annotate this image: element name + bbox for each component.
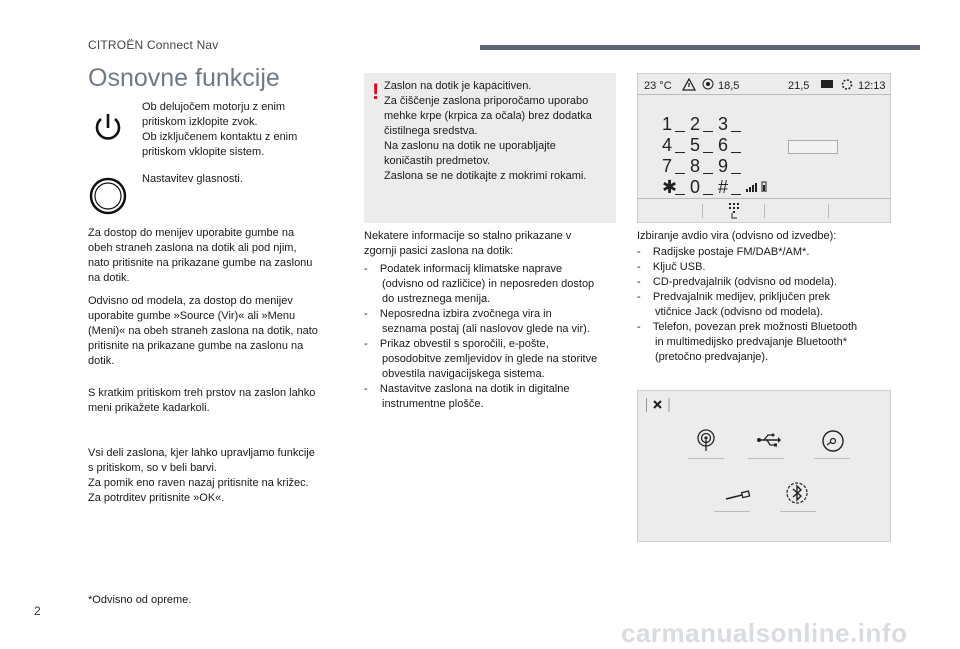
paragraph-three-fingers: S kratkim pritiskom treh prstov na zaslon lahko meni prikažete kadarkoli.: [88, 387, 316, 414]
banner-info-list: [364, 262, 626, 412]
key-hash[interactable]: #: [718, 177, 744, 198]
keypad-grid-icon[interactable]: [728, 202, 742, 220]
key-2[interactable]: 2: [690, 114, 716, 135]
divider: [638, 198, 890, 199]
power-description: Ob delujočem motorju z enim pritiskom izklopite zvok. Ob izključenem kontaktu z enim pritiskom vklopite sistem.: [142, 101, 298, 158]
list-item: - Prikaz obvestil s sporočili, e-pošte, posodobitve zemljevidov in glede na storitve obvestila navigacijskega sistema.: [364, 338, 598, 380]
warning-text: Zaslon na dotik je kapacitiven. Za čiščenje zaslona priporočamo uporabo mehke krpe (krpica za očala) brez dodatka čistilnega sredstva. Na zaslonu na dotik ne uporabljajte koničastih predmetov. Zaslona se ne dotikajte z mokrimi rokami.: [384, 80, 592, 182]
warning-box: [364, 73, 616, 223]
hazard-warning-icon: [682, 78, 696, 91]
radio-icon[interactable]: [696, 429, 716, 453]
watermark: carmanualsonline.info: [621, 618, 908, 648]
usb-icon[interactable]: [756, 433, 782, 447]
input-field[interactable]: [788, 140, 838, 154]
clock-time: 12:13: [858, 80, 886, 92]
radio-source-icon: [702, 78, 714, 91]
key-0[interactable]: 0: [690, 177, 716, 198]
audio-source-list: [637, 245, 917, 365]
settings-gear-icon: [840, 78, 854, 91]
page-title: Osnovne funkcije: [88, 64, 280, 92]
divider: [688, 458, 724, 459]
signal-strength-icon: [746, 180, 768, 192]
list-item: - Predvajalnik medijev, priključen prek vtičnice Jack (odvisno od modela).: [637, 291, 830, 318]
list-item: - CD-predvajalnik (odvisno od modela).: [637, 276, 837, 288]
key-9[interactable]: 9: [718, 156, 744, 177]
list-item: - Radijske postaje FM/DAB*/AM*.: [637, 246, 810, 258]
list-item: - Telefon, povezan prek možnosti Bluetooth in multimedijsko predvajanje Bluetooth* (pretočno predvajanje).: [637, 321, 858, 363]
paragraph-source-menu: Odvisno od modela, za dostop do menijev uporabite gumbe »Source (Vir)« ali »Menu (Meni)« na obeh straneh zaslona na dotik, nato pritisnite na prikazane gumbe na zaslonu na dotik.: [88, 295, 318, 367]
header-brand: CITROËN Connect Nav: [88, 38, 219, 52]
power-button-icon: [88, 108, 128, 148]
page-number: 2: [34, 604, 41, 618]
key-7[interactable]: 7: [662, 156, 688, 177]
bluetooth-icon[interactable]: [786, 481, 808, 507]
key-6[interactable]: 6: [718, 135, 744, 156]
divider: [764, 204, 765, 218]
divider: [714, 511, 750, 512]
paragraph-white-zones: Vsi deli zaslona, kjer lahko upravljamo funkcije s pritiskom, so v beli barvi. Za pomik eno raven nazaj pritisnite na križec. Za potrditev pritisnite »OK«.: [88, 447, 315, 504]
list-item: - Nastavitve zaslona na dotik in digitalne instrumentne plošče.: [364, 383, 570, 410]
message-icon: [820, 78, 834, 90]
source-selection-illustration: [637, 390, 891, 542]
key-1[interactable]: 1: [662, 114, 688, 135]
right-intro: Izbiranje avdio vira (odvisno od izvedbe):: [637, 230, 837, 242]
jack-icon[interactable]: [724, 489, 752, 503]
value-left: 18,5: [718, 80, 740, 92]
list-item: - Ključ USB.: [637, 261, 706, 273]
temperature-left: 23 °C: [644, 80, 672, 92]
list-item: - Podatek informacij klimatske naprave (odvisno od različice) in neposreden dostop do ustreznega menija.: [364, 263, 595, 305]
key-4[interactable]: 4: [662, 135, 688, 156]
warning-icon: !: [372, 79, 380, 104]
volume-description: Nastavitev glasnosti.: [142, 173, 243, 185]
close-icon[interactable]: [646, 397, 670, 413]
touchscreen-illustration: [637, 73, 891, 223]
divider: [638, 94, 890, 95]
divider: [814, 458, 850, 459]
list-item: - Neposredna izbira zvočnega vira in seznama postaj (ali naslovov glede na vir).: [364, 308, 590, 335]
divider: [748, 458, 784, 459]
key-8[interactable]: 8: [690, 156, 716, 177]
divider: [828, 204, 829, 218]
key-3[interactable]: 3: [718, 114, 744, 135]
volume-knob-icon: [88, 176, 128, 216]
divider: [702, 204, 703, 218]
paragraph-menu-access: Za dostop do menijev uporabite gumbe na obeh straneh zaslona na dotik ali pod njim, nato pritisnite na prikazane gumbe na zaslonu na dotik.: [88, 227, 313, 284]
middle-intro: Nekatere informacije so stalno prikazane v zgornji pasici zaslona na dotik:: [364, 230, 572, 257]
value-right: 21,5: [788, 80, 810, 92]
key-star[interactable]: ✱: [662, 177, 688, 198]
key-5[interactable]: 5: [690, 135, 716, 156]
header-bar: [480, 45, 920, 50]
divider: [780, 511, 816, 512]
footnote: *Odvisno od opreme.: [88, 594, 192, 606]
cd-icon[interactable]: [821, 429, 845, 453]
